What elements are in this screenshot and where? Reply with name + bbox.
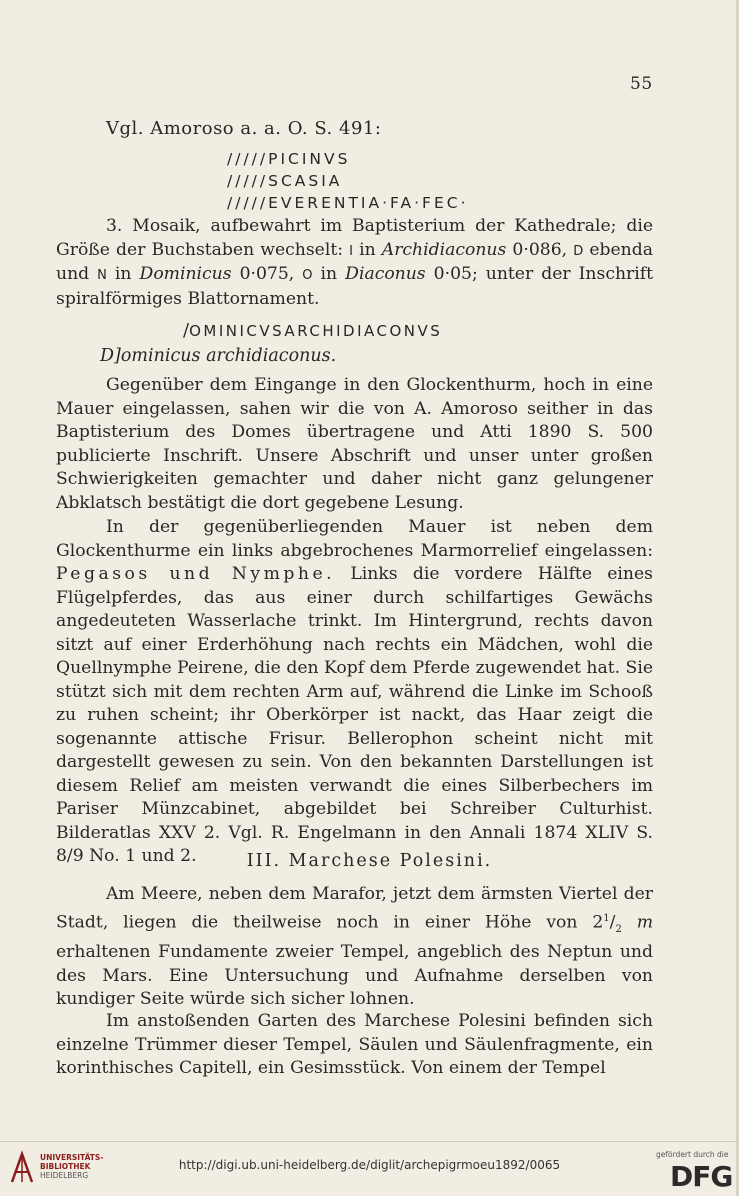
italic-transcription: D]ominicus archidiaconus. (100, 346, 337, 366)
dfg-logo-icon: DFG (670, 1160, 733, 1193)
inscription-line-3: /////EVERENTIA·FA·FEC· (227, 194, 469, 212)
paragraph-7: Im anstoßenden Garten des Marchese Polesini befinden sich einzelne Trümmer dieser Tempel, Säulen und Säulenfragmente, ein korinthisches Capitell, ein Gesimsstück. Von einem der Tempel (56, 1011, 653, 1078)
paragraph-5: In der gegenüberliegenden Mauer ist neben dem Glockenthurme ein links abgebrochenes Marmorrelief eingelassen: Pegasos und Nymphe. Links die vordere Hälfte eines Flügelpferdes, das aus einer durch schilfartiges Gewächs angedeuteten Wasserlache trinkt. Im Hintergrund, rechts davon sitzt auf einer Erderhöhung nach rechts ein Mädchen, wohl die Quellnymphe Peirene, die den Kopf dem Pferde zugewendet hat. Sie stützt sich mit dem rechten Arm auf, während die Linke im Schooß zu ruhen scheint; ihr Oberkörper ist nackt, das Haar zeigt die sogenannte attische Frisur. Bellerophon scheint nicht mit dargestellt gewesen zu sein. Von den bekannten Darstellungen ist diesem Relief am meisten verwandt die eines Silberbechers im Pariser Münzcabinet, abgebildet bei Schreiber Culturhist. Bilderatlas XXV 2. Vgl. R. Engelmann in den Annali 1874 XLIV S. 8/9 No. 1 und 2. (56, 517, 653, 866)
funding-note: gefördert durch die (656, 1150, 729, 1159)
university-library-name: UNIVERSITÄTS- BIBLIOTHEK HEIDELBERG (40, 1153, 104, 1180)
inscription-line-1: /////PICINVS (227, 150, 351, 168)
paragraph-4: Gegenüber dem Eingange in den Glockenthurm, hoch in eine Mauer eingelassen, sahen wir die von A. Amoroso seither in das Baptisterium des Domes übertragene und Atti 1890 S. 500 publicierte Inschrift. Unsere Abschrift und unser unter großen Schwierigkeiten gemachter und daher nicht ganz gelungener Abklatsch bestätigt die dort gegebene Lesung. (56, 375, 653, 513)
page-number: 55 (630, 74, 653, 94)
inscription-archidiaconus: /OMINICVSARCHIDIACONVS (183, 320, 443, 341)
paragraph-3: 3. Mosaik, aufbewahrt im Baptisterium der Kathedrale; die Größe der Buchstaben wechselt: I in Archidiaconus 0·086, D ebenda und N in Dominicus 0·075, O in Diaconus 0·05; unter der Inschrift spiralförmiges Blattornament. (56, 216, 654, 309)
inscription-line-2: /////SCASIA (227, 172, 343, 190)
paragraph-6: Am Meere, neben dem Marafor, jetzt dem ärmsten Viertel der Stadt, liegen die theilweise noch in einer Höhe von $2^1/_2$ m erhaltenen Fundamente zweier Tempel, angeblich des Neptun und des Mars. Eine Untersuchung und Aufnahme derselben von kundiger Seite würde sich sicher lohnen. (56, 884, 653, 1010)
source-url-link[interactable]: http://digi.ub.uni-heidelberg.de/diglit/archepigrmoeu1892/0065 (178, 1158, 561, 1172)
reference-line: Vgl. Amoroso a. a. O. S. 491: (106, 118, 382, 139)
footer-rule (0, 1141, 739, 1142)
section-heading: III. Marchese Polesini. (246, 851, 493, 871)
